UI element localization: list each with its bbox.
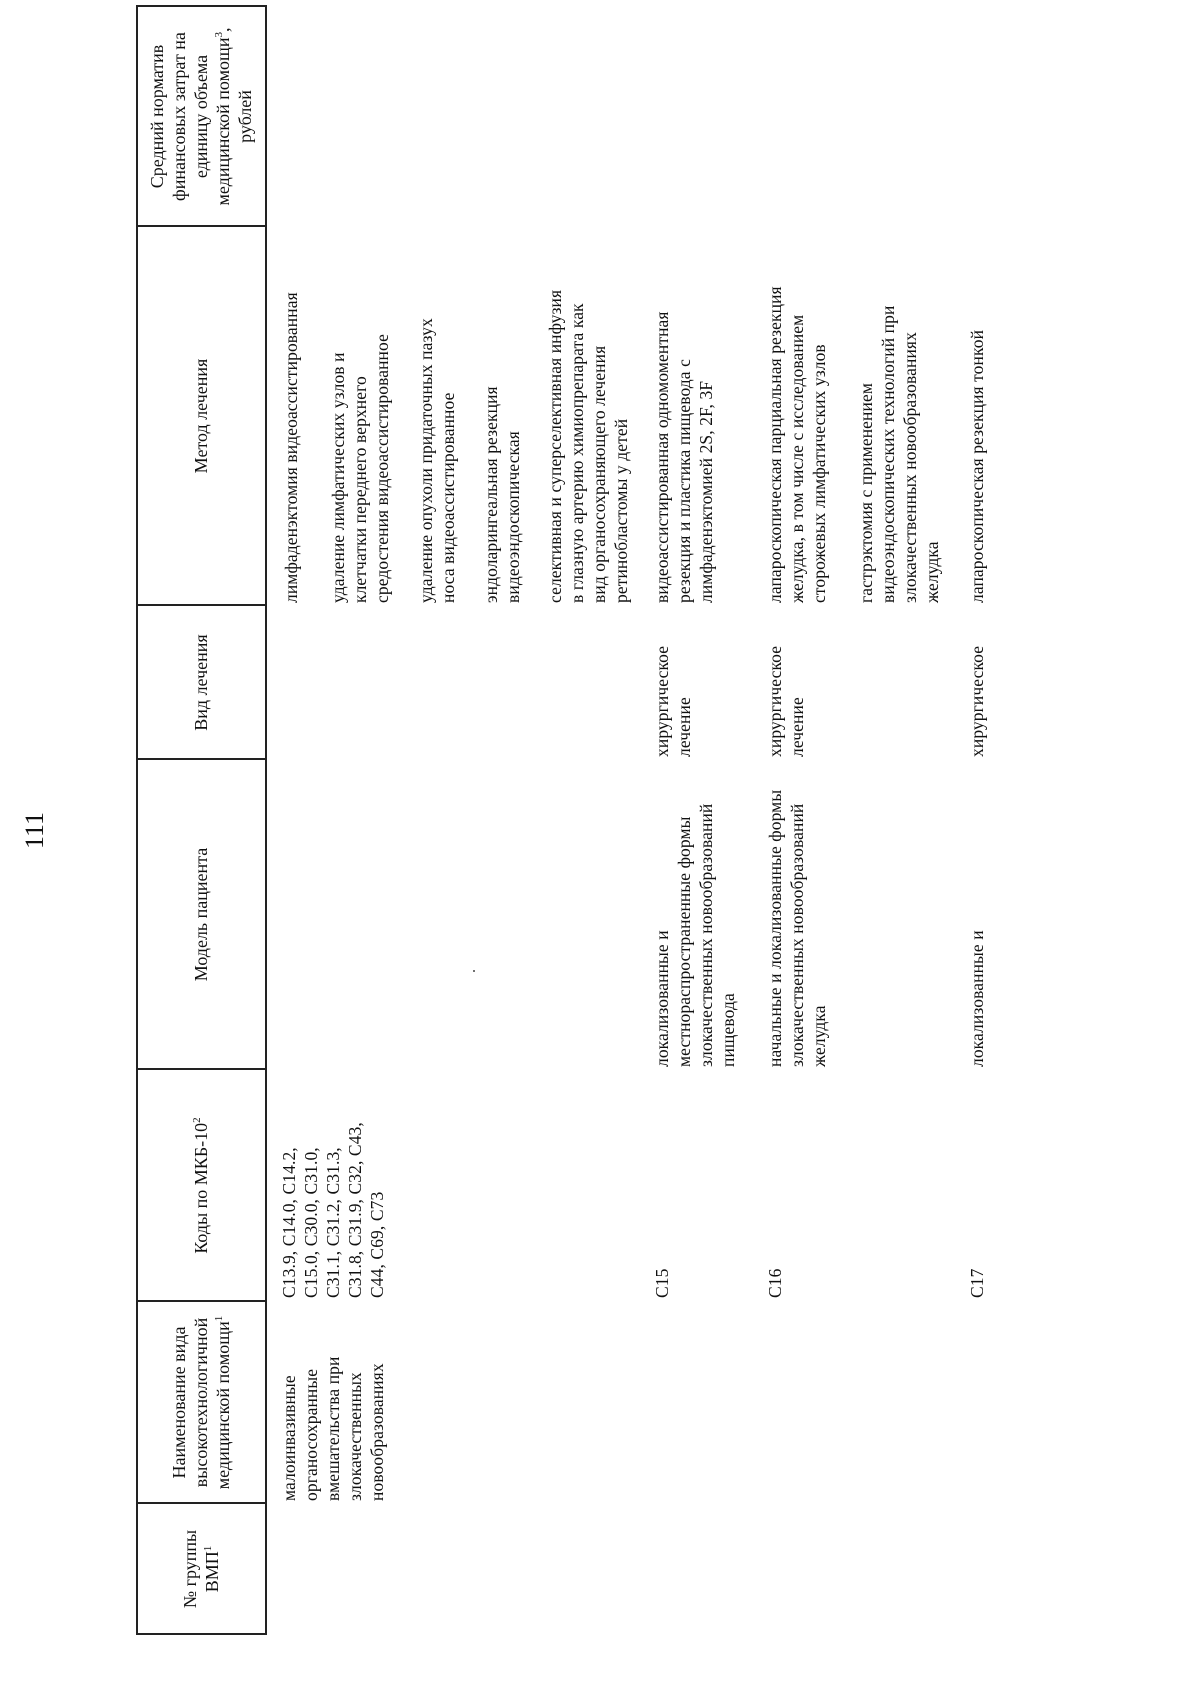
scan-speck bbox=[473, 970, 475, 972]
patient-model-cell: локализованные и bbox=[967, 930, 987, 1067]
icd-code-cell: C17 bbox=[967, 1268, 987, 1298]
treatment-type-cell: хирургическое bbox=[967, 645, 987, 757]
header-group-number bbox=[137, 1504, 265, 1634]
footnote-mark: 1 bbox=[202, 1545, 214, 1552]
treatment-method-cell: видеоассистированная одномоментная резекция и пластика пищевода с лимфаденэктомией 2S, 2F, 3F bbox=[652, 311, 716, 603]
header-group-number-text: № группы ВМП bbox=[180, 1529, 222, 1609]
icd-code-cell: C15 bbox=[652, 1268, 672, 1298]
treatment-method-cell: гастрэктомия с применением видеоэндоскопических технологий при злокачественных новообразованиях желудка bbox=[856, 305, 942, 603]
treatment-method-cell: лапароскопическая резекция тонкой bbox=[967, 329, 987, 603]
treatment-method-cell: удаление лимфатических узлов и клетчатки переднего верхнего средостения видеоассистированное bbox=[328, 334, 392, 603]
treatment-method-cell: эндоларингеальная резекция видеоэндоскопическая bbox=[481, 386, 523, 603]
header-cost-standard bbox=[137, 7, 265, 226]
patient-model-cell: начальные и локализованные формы злокачественных новообразований желудка bbox=[765, 789, 829, 1067]
treatment-method-cell: удаление опухоли придаточных пазух носа видеоассистированное bbox=[416, 318, 458, 603]
header-icd-codes bbox=[137, 1070, 265, 1301]
icd-codes-cell: C13.9, C14.0, C14.2, C15.0, C30.0, C31.0, C31.1, C31.2, C31.3, C31.8, C31.9, C32, C43, C44, C69, C73 bbox=[279, 1122, 387, 1298]
header-treatment-method bbox=[137, 227, 265, 605]
page-number: 111 bbox=[20, 811, 49, 850]
header-icd-codes-text: Коды по МКБ-10 bbox=[191, 1122, 211, 1254]
footnote-mark: 2 bbox=[191, 1117, 203, 1123]
header-vmp-name-text: Наименование вида высокотехнологичной медицинской помощи bbox=[169, 1317, 233, 1490]
header-patient-model bbox=[137, 760, 265, 1069]
vmp-name-cell: малоинвазивные органосохранные вмешательства при злокачественных новообразованиях bbox=[279, 1356, 387, 1501]
footnote-mark: 3 bbox=[213, 32, 225, 38]
header-treatment-type-text: Вид лечения bbox=[191, 634, 211, 731]
header-treatment-type bbox=[137, 606, 265, 759]
treatment-method-cell: лапароскопическая парциальная резекция желудка, в том числе с исследованием сторожевых лимфатических узлов bbox=[765, 286, 829, 603]
header-cost-standard-unit: , рублей bbox=[213, 27, 255, 143]
header-patient-model-text: Модель пациента bbox=[191, 847, 211, 982]
icd-code-cell: C16 bbox=[765, 1268, 785, 1298]
treatment-method-cell: лимфаденэктомия видеоассистированная bbox=[281, 292, 301, 603]
patient-model-cell: локализованные и местнораспространенные формы злокачественных новообразований пищевода bbox=[652, 803, 738, 1067]
header-vmp-name bbox=[137, 1302, 265, 1503]
treatment-method-cell: селективная и суперселективная инфузия в глазную артерию химиопрепарата как вид органосохраняющего лечения ретинобластомы у детей bbox=[545, 289, 631, 603]
header-treatment-method-text: Метод лечения bbox=[191, 358, 211, 474]
treatment-type-cell: хирургическое лечение bbox=[652, 645, 694, 757]
footnote-mark: 1 bbox=[213, 1315, 225, 1322]
table-header-bottom bbox=[265, 5, 267, 1635]
treatment-type-cell: хирургическое лечение bbox=[765, 645, 807, 757]
header-cost-standard-text: Средний норматив финансовых затрат на единицу объема медицинской помощи bbox=[147, 32, 233, 206]
